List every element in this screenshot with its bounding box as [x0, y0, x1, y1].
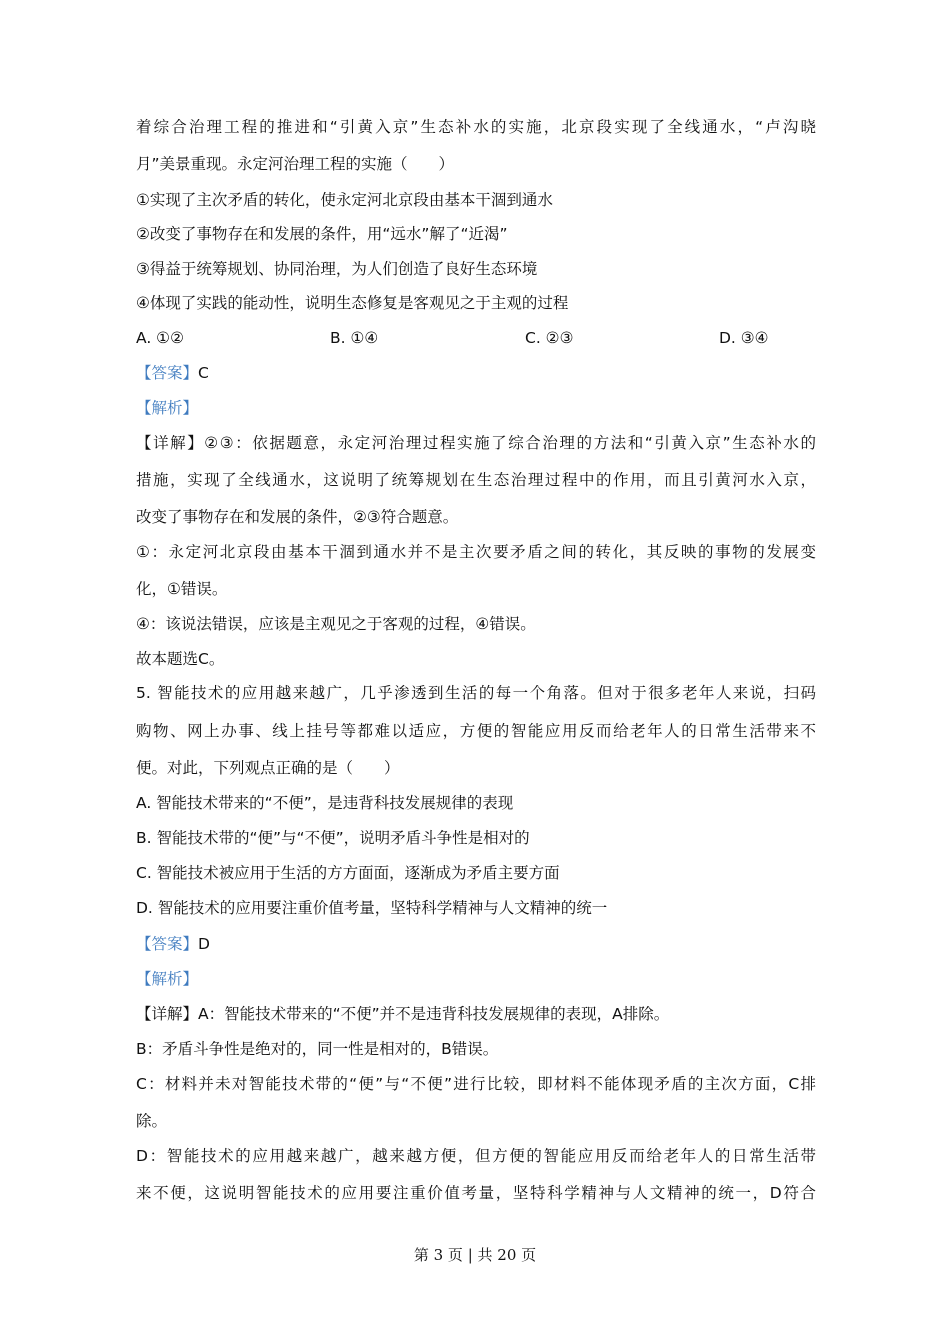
detail-line: D：智能技术的应用越来越广，越来越方便，但方便的智能应用反而给老年人的日常生活带 — [136, 1147, 816, 1165]
option-d: D. ③④ — [719, 329, 769, 347]
option-c: C. ②③ — [525, 329, 574, 347]
answer-label: 【答案】 — [136, 364, 199, 382]
statement: ③得益于统筹规划、协同治理，为人们创造了良好生态环境 — [136, 260, 538, 278]
detail-line: 除。 — [136, 1112, 168, 1130]
detail-line: 故本题选C。 — [136, 650, 225, 668]
option-d: D. 智能技术的应用要注重价值考量，坚特科学精神与人文精神的统一 — [136, 899, 608, 917]
answer-label: 【答案】 — [136, 935, 199, 953]
stem-line: 购物、网上办事、线上挂号等都难以适应，方便的智能应用反而给老年人的日常生活带来不 — [136, 722, 816, 740]
option-b: B. ①④ — [330, 329, 379, 347]
detail-text: ②③：依据题意，永定河治理过程实施了综合治理的方法和“引黄入京”生态补水的 — [204, 434, 816, 452]
detail-line: ①：永定河北京段由基本干涸到通水并不是主次要矛盾之间的转化，其反映的事物的发展变 — [136, 543, 816, 561]
detail-label: 【详解】 — [136, 434, 205, 452]
detail-text: A：智能技术带来的“不便”并不是违背科技发展规律的表现，A排除。 — [198, 1005, 670, 1023]
statement: ②改变了事物存在和发展的条件，用“远水”解了“近渴” — [136, 225, 508, 243]
statement: ①实现了主次矛盾的转化，使永定河北京段由基本干涸到通水 — [136, 191, 553, 209]
detail-line — [136, 1004, 669, 1024]
detail-line — [136, 433, 816, 453]
answer-value: C — [198, 364, 209, 382]
stem-line: 着综合治理工程的推进和“引黄入京”生态补水的实施，北京段实现了全线通水，“卢沟晓 — [136, 118, 816, 136]
stem-line: 便。对此，下列观点正确的是（ ） — [136, 759, 400, 777]
option-a: A. ①② — [136, 329, 184, 347]
stem-line: 月”美景重现。永定河治理工程的实施（ ） — [136, 155, 455, 173]
analysis-label: 【解析】 — [136, 399, 199, 417]
detail-line: ④：该说法错误，应该是主观见之于客观的过程，④错误。 — [136, 615, 536, 633]
detail-line: 措施，实现了全线通水，这说明了统筹规划在生态治理过程中的作用，而且引黄河水入京， — [136, 471, 816, 489]
statement: ④体现了实践的能动性，说明生态修复是客观见之于主观的过程 — [136, 294, 569, 312]
detail-line: B：矛盾斗争性是绝对的，同一性是相对的，B错误。 — [136, 1040, 499, 1058]
page-footer: 第 3 页 | 共 20 页 — [413, 1246, 537, 1264]
detail-line: 改变了事物存在和发展的条件，②③符合题意。 — [136, 508, 459, 526]
option-c: C. 智能技术被应用于生活的方方面面，逐渐成为矛盾主要方面 — [136, 864, 560, 882]
detail-line: 来不便，这说明智能技术的应用要注重价值考量，坚特科学精神与人文精神的统一，D符合 — [136, 1184, 816, 1202]
detail-label: 【详解】 — [136, 1005, 199, 1023]
detail-line: 化，①错误。 — [136, 580, 228, 598]
answer-value: D — [198, 935, 210, 953]
answer — [136, 363, 209, 383]
option-b: B. 智能技术带的“便”与“不便”，说明矛盾斗争性是相对的 — [136, 829, 530, 847]
analysis-label: 【解析】 — [136, 970, 199, 988]
option-a: A. 智能技术带来的“不便”，是违背科技发展规律的表现 — [136, 794, 514, 812]
stem-line: 5. 智能技术的应用越来越广，几乎渗透到生活的每一个角落。但对于很多老年人来说，扫码 — [136, 684, 816, 702]
detail-line: C：材料并未对智能技术带的“便”与“不便”进行比较，即材料不能体现矛盾的主次方面，C排 — [136, 1075, 816, 1093]
answer — [136, 934, 210, 954]
